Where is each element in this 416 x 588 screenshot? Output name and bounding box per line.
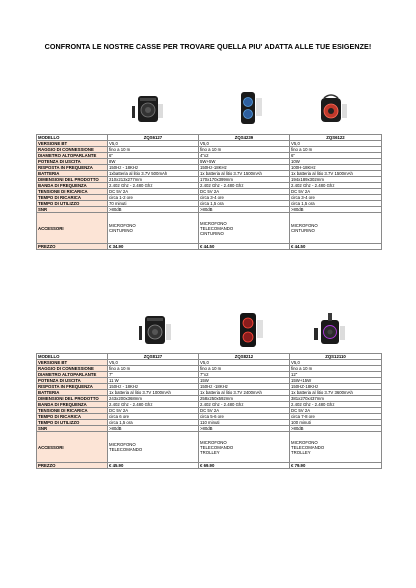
accessory-item: TELECOMANDO bbox=[200, 225, 234, 231]
accessory-item: CINTURINO bbox=[291, 228, 315, 233]
table-cell: 2.402 Ghz - 2.480 Ghz bbox=[290, 183, 382, 189]
table-cell: circa 7-8 ore bbox=[290, 414, 382, 420]
table-cell: 2.402 Ghz - 2.480 Ghz bbox=[108, 402, 199, 408]
table-cell: 381x270x437mm bbox=[290, 396, 382, 402]
table-row-price bbox=[37, 244, 382, 250]
table-cell: 2.402 Ghz - 2.480 Ghz bbox=[199, 402, 290, 408]
row-label: TEMPO DI RICARICA bbox=[37, 195, 108, 201]
table-cell: V5,0 bbox=[290, 141, 382, 147]
dual-speaker-photo bbox=[230, 312, 266, 348]
row-label: DIAMETRO ALTOPARLANTE bbox=[37, 372, 108, 378]
row-label: VERSIONE BT bbox=[37, 141, 108, 147]
table-cell: 150Hz-18KHz bbox=[199, 165, 290, 171]
price-cell: € 44.50 bbox=[290, 244, 382, 250]
accessory-item: CINTURINO bbox=[200, 230, 224, 236]
row-label: DIAMETRO ALTOPARLANTE bbox=[37, 153, 108, 159]
round-speaker-photo bbox=[314, 90, 350, 126]
comparison-table-2 bbox=[36, 353, 382, 469]
table-cell: 4"x2 bbox=[199, 153, 290, 159]
table-cell: 6" bbox=[290, 153, 382, 159]
table-cell: >80dB bbox=[199, 207, 290, 213]
price-cell: € 44.50 bbox=[199, 244, 290, 250]
accessory-item: TROLLEY bbox=[200, 449, 220, 455]
table-cell: fino a 10 m bbox=[199, 366, 290, 372]
price-cell: € 45.90 bbox=[108, 463, 199, 469]
table-cell: 7" bbox=[108, 372, 199, 378]
row-label: ACCESSORI bbox=[37, 432, 108, 463]
row-label: POTENZA DI USCITA bbox=[37, 159, 108, 165]
accessory-item: MICROFONO bbox=[291, 223, 318, 228]
table-cell: 1x batteria al litio 3.7V 1500mAh bbox=[290, 171, 382, 177]
table-cell: 2.402 Ghz - 2.480 Ghz bbox=[199, 183, 290, 189]
table-cell: V5,0 bbox=[199, 141, 290, 147]
row-label: BATTERIA bbox=[37, 390, 108, 396]
accessory-item: CINTURINO bbox=[109, 228, 133, 233]
table-cell: >80dB bbox=[290, 426, 382, 432]
table-cell: >80dB bbox=[199, 426, 290, 432]
accessories-cell bbox=[290, 213, 382, 244]
accessories-cell bbox=[199, 432, 290, 463]
table-cell: 8W bbox=[108, 159, 199, 165]
table-cell: 194x189x302mm bbox=[290, 177, 382, 183]
table-cell: 100 minuti bbox=[290, 420, 382, 426]
table-cell: 1x batteria al litio 3.7V 1000mAh bbox=[108, 390, 199, 396]
row-label: TENSIONE DI RICARICA bbox=[37, 408, 108, 414]
table-cell: fino a 10 m bbox=[108, 147, 199, 153]
table-cell: 5W+5W bbox=[199, 159, 290, 165]
table-cell: 2.402 Ghz - 2.480 Ghz bbox=[108, 183, 199, 189]
row-label: POTENZA DI USCITA bbox=[37, 378, 108, 384]
row-label: TENSIONE DI RICARICA bbox=[37, 189, 108, 195]
row-label: SNR bbox=[37, 426, 108, 432]
accessory-item: MICROFONO bbox=[200, 439, 227, 445]
table-cell: circa 1,5 ora bbox=[108, 420, 199, 426]
table-cell: fino a 10 m bbox=[108, 366, 199, 372]
table-cell: DC 5V 2A bbox=[290, 189, 382, 195]
price-cell: € 79.90 bbox=[290, 463, 382, 469]
table-cell: >80dB bbox=[108, 426, 199, 432]
page-headline: CONFRONTA LE NOSTRE CASSE PER TROVARE QUELLA PIU' ADATTA ALLE TUE ESIGENZE! bbox=[44, 42, 372, 51]
comparison-table-1 bbox=[36, 134, 382, 250]
table-cell: circa 5-6 ore bbox=[199, 414, 290, 420]
accessories-cell bbox=[199, 213, 290, 244]
model-name: ZQS4239 bbox=[199, 135, 290, 141]
table-cell: 150Hz -18KHz bbox=[199, 384, 290, 390]
table-cell: fino a 10 m bbox=[199, 147, 290, 153]
table-cell: fino a 10 m bbox=[290, 147, 382, 153]
table-cell: >80dB bbox=[290, 207, 382, 213]
speaker-with-microphone-photo bbox=[137, 312, 173, 348]
accessories-cell bbox=[108, 213, 199, 244]
table-cell: 1xbatteria al litio 3.7V 500mAh bbox=[108, 171, 199, 177]
table-cell: 150Hz - 18KHz bbox=[108, 165, 199, 171]
accessories-cell bbox=[290, 432, 382, 463]
price-cell: € 34.90 bbox=[108, 244, 199, 250]
row-label: TEMPO DI RICARICA bbox=[37, 414, 108, 420]
product-photos-row-2 bbox=[0, 310, 416, 350]
table-cell: 210x213x277mm bbox=[108, 177, 199, 183]
product-photos-row-1 bbox=[0, 88, 416, 128]
table-cell: circa 3-4 ore bbox=[199, 195, 290, 201]
model-name: ZQS6127 bbox=[108, 135, 199, 141]
table-cell: 1x batteria al litio 3.7V 1500mAh bbox=[199, 171, 290, 177]
model-name: ZQS8127 bbox=[108, 354, 199, 360]
row-label: PREZZO bbox=[37, 244, 108, 250]
table-cell: DC 5V 2A bbox=[199, 408, 290, 414]
table-cell: 7"x2 bbox=[199, 372, 290, 378]
accessory-item: MICROFONO bbox=[291, 439, 318, 445]
table-cell: circa 1,5 ora bbox=[290, 201, 382, 207]
table-cell: fino a 10 m bbox=[290, 366, 382, 372]
table-cell: 243x200x368mm bbox=[108, 396, 199, 402]
table-cell: 15W+15W bbox=[290, 378, 382, 384]
table-cell: 100H-18KHz bbox=[290, 165, 382, 171]
row-label: BANDA DI FREQUENZA bbox=[37, 402, 108, 408]
accessory-item: MICROFONO bbox=[109, 442, 136, 447]
table-cell: V5,0 bbox=[199, 360, 290, 366]
table-cell: circa 3-4 ore bbox=[290, 195, 382, 201]
accessory-item: MICROFONO bbox=[109, 223, 136, 228]
row-label: VERSIONE BT bbox=[37, 360, 108, 366]
table-cell: circa 6 ore bbox=[108, 414, 199, 420]
table-cell: 10W bbox=[290, 159, 382, 165]
table-cell: 150Hz - 18KHz bbox=[108, 384, 199, 390]
row-label: BATTERIA bbox=[37, 171, 108, 177]
table-cell: 6" bbox=[108, 153, 199, 159]
accessories-cell bbox=[108, 432, 199, 463]
table-cell: DC 5V 2A bbox=[290, 408, 382, 414]
table-row-accessori bbox=[37, 432, 382, 463]
accessory-item: TELECOMANDO bbox=[109, 447, 143, 452]
table-row-accessori bbox=[37, 213, 382, 244]
row-label: RISPOSTA IN FREQUENZA bbox=[37, 384, 108, 390]
row-label: ACCESSORI bbox=[37, 213, 108, 244]
table-cell: 11 W bbox=[108, 378, 199, 384]
table-cell: >80dB bbox=[108, 207, 199, 213]
table-cell: 12" bbox=[290, 372, 382, 378]
row-label: DIMENSIONI DEL PRODOTTO bbox=[37, 396, 108, 402]
accessory-item: TELECOMANDO bbox=[200, 444, 234, 450]
header-label: MODELLO bbox=[37, 354, 108, 360]
table-cell: DC 5V 2A bbox=[199, 189, 290, 195]
table-cell: 15W bbox=[199, 378, 290, 384]
row-label: RAGGIO DI CONNESSIONE bbox=[37, 147, 108, 153]
table-cell: 110 minuti bbox=[199, 420, 290, 426]
accessory-item: TROLLEY bbox=[291, 449, 311, 455]
model-name: ZQS8212 bbox=[199, 354, 290, 360]
model-name: ZQS12110 bbox=[290, 354, 382, 360]
table-cell: 150HZ-18KHz bbox=[290, 384, 382, 390]
row-label: SNR bbox=[37, 207, 108, 213]
table-cell: DC 5V 2A bbox=[108, 189, 199, 195]
table-cell: V5,0 bbox=[290, 360, 382, 366]
table-cell: 70 minuti bbox=[108, 201, 199, 207]
speaker-with-microphone-photo bbox=[130, 90, 166, 126]
table-cell: 1x batteria al litio 3.7V 3600mAh bbox=[290, 390, 382, 396]
table-cell: V5,0 bbox=[108, 141, 199, 147]
header-label: MODELLO bbox=[37, 135, 108, 141]
model-name: ZQS6122 bbox=[290, 135, 382, 141]
table-row-price bbox=[37, 463, 382, 469]
row-label: TEMPO DI UTILIZZO bbox=[37, 420, 108, 426]
row-label: PREZZO bbox=[37, 463, 108, 469]
table-cell: circa 1-2 ore bbox=[108, 195, 199, 201]
table-cell: 170x170x399mm bbox=[199, 177, 290, 183]
row-label: DIMENSIONI DEL PRODOTTO bbox=[37, 177, 108, 183]
table-cell: 258x250x592mm bbox=[199, 396, 290, 402]
price-cell: € 69.90 bbox=[199, 463, 290, 469]
table-cell: DC 5V 2A bbox=[108, 408, 199, 414]
row-label: RISPOSTA IN FREQUENZA bbox=[37, 165, 108, 171]
tower-speaker-photo bbox=[230, 90, 266, 126]
row-label: TEMPO DI UTILIZZO bbox=[37, 201, 108, 207]
row-label: BANDA DI FREQUENZA bbox=[37, 183, 108, 189]
table-cell: V5,0 bbox=[108, 360, 199, 366]
accessory-item: TELECOMANDO bbox=[291, 444, 325, 450]
trolley-speaker-photo bbox=[312, 312, 348, 348]
table-cell: circa 1,5 ora bbox=[199, 201, 290, 207]
table-cell: 1x batteria al litio 3.7V 2400mAh bbox=[199, 390, 290, 396]
table-cell: 2.402 Ghz - 2.480 Ghz bbox=[290, 402, 382, 408]
row-label: RAGGIO DI CONNESSIONE bbox=[37, 366, 108, 372]
accessory-item: MICROFONO bbox=[200, 220, 227, 226]
